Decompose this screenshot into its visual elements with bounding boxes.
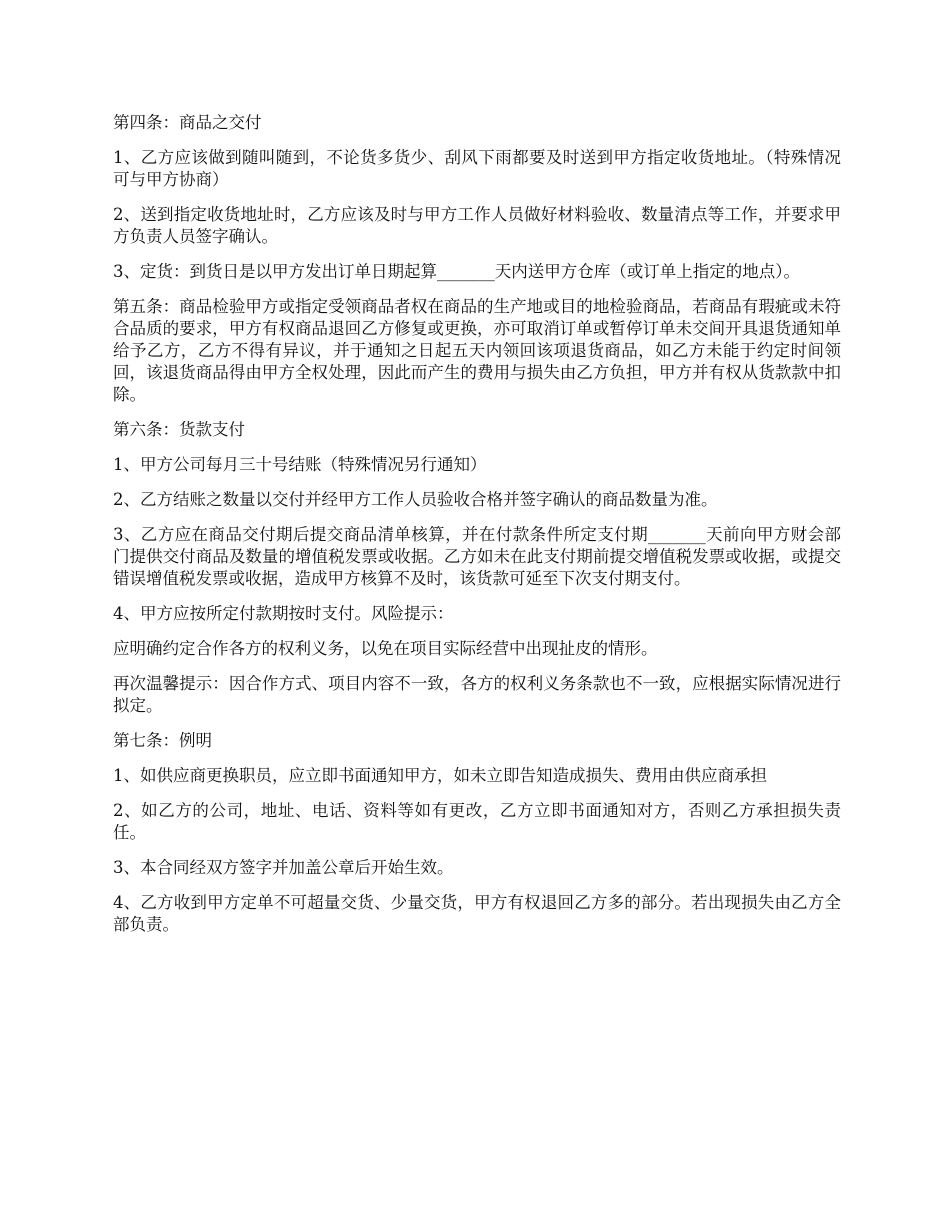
- reminder-note: 再次温馨提示：因合作方式、项目内容不一致，各方的权利义务条款也不一致，应根据实际情况进行拟定。: [113, 674, 841, 715]
- section-article-5: 第五条：商品检验甲方或指定受领商品者权在商品的生产地或目的地检验商品，若商品有瑕疵或未符合品质的要求，甲方有权商品退回乙方修复或更换，亦可取消订单或暂停订单未交间开具退货通知单给予乙方，乙方不得有异议，并于通知之日起五天内领回该项退货商品，如乙方未能于约定时间领回，该退货商品得由甲方全权处理，因此而产生的费用与损失由乙方负担，甲方并有权从货款款中扣除。: [113, 297, 841, 404]
- clause-4-3: 3、定货：到货日是以甲方发出订单日期起算_______天内送甲方仓库（或订单上指定的地点）。: [113, 262, 800, 281]
- section-heading-article-6: 第六条：货款支付: [113, 420, 245, 439]
- risk-note: 应明确约定合作各方的权利义务，以免在项目实际经营中出现扯皮的情形。: [113, 639, 658, 658]
- clause-6-2: 2、乙方结账之数量以交付并经甲方工作人员验收合格并签字确认的商品数量为准。: [113, 490, 718, 509]
- clause-7-4: 4、乙方收到甲方定单不可超量交货、少量交货，甲方有权退回乙方多的部分。若出现损失由乙方全部负责。: [113, 893, 841, 934]
- clause-7-1: 1、如供应商更换职员，应立即书面通知甲方，如未立即告知造成损失、费用由供应商承担: [113, 766, 767, 785]
- clause-7-3: 3、本合同经双方签字并加盖公章后开始生效。: [113, 858, 454, 877]
- clause-6-4: 4、甲方应按所定付款期按时支付。风险提示：: [113, 604, 454, 623]
- clause-6-3: 3、乙方应在商品交付期后提交商品清单核算，并在付款条件所定支付期_______天前向甲方财会部门提供交付商品及数量的增值税发票或收据。乙方如未在此支付期前提交增值税发票或收据，或提交错误增值税发票或收据，造成甲方核算不及时，该货款可延至下次支付期支付。: [113, 525, 841, 588]
- section-heading-article-4: 第四条：商品之交付: [113, 113, 262, 132]
- clause-7-2: 2、如乙方的公司，地址、电话、资料等如有更改，乙方立即书面通知对方，否则乙方承担损失责任。: [113, 801, 841, 842]
- document-body: [113, 112, 841, 949]
- section-heading-article-7: 第七条：例明: [113, 731, 212, 750]
- clause-4-2: 2、送到指定收货地址时，乙方应该及时与甲方工作人员做好材料验收、数量清点等工作，并要求甲方负责人员签字确认。: [113, 205, 841, 246]
- clause-4-1: 1、乙方应该做到随叫随到，不论货多货少、刮风下雨都要及时送到甲方指定收货地址。（特殊情况可与甲方协商）: [113, 148, 841, 189]
- clause-6-1: 1、甲方公司每月三十号结账（特殊情况另行通知）: [113, 455, 487, 474]
